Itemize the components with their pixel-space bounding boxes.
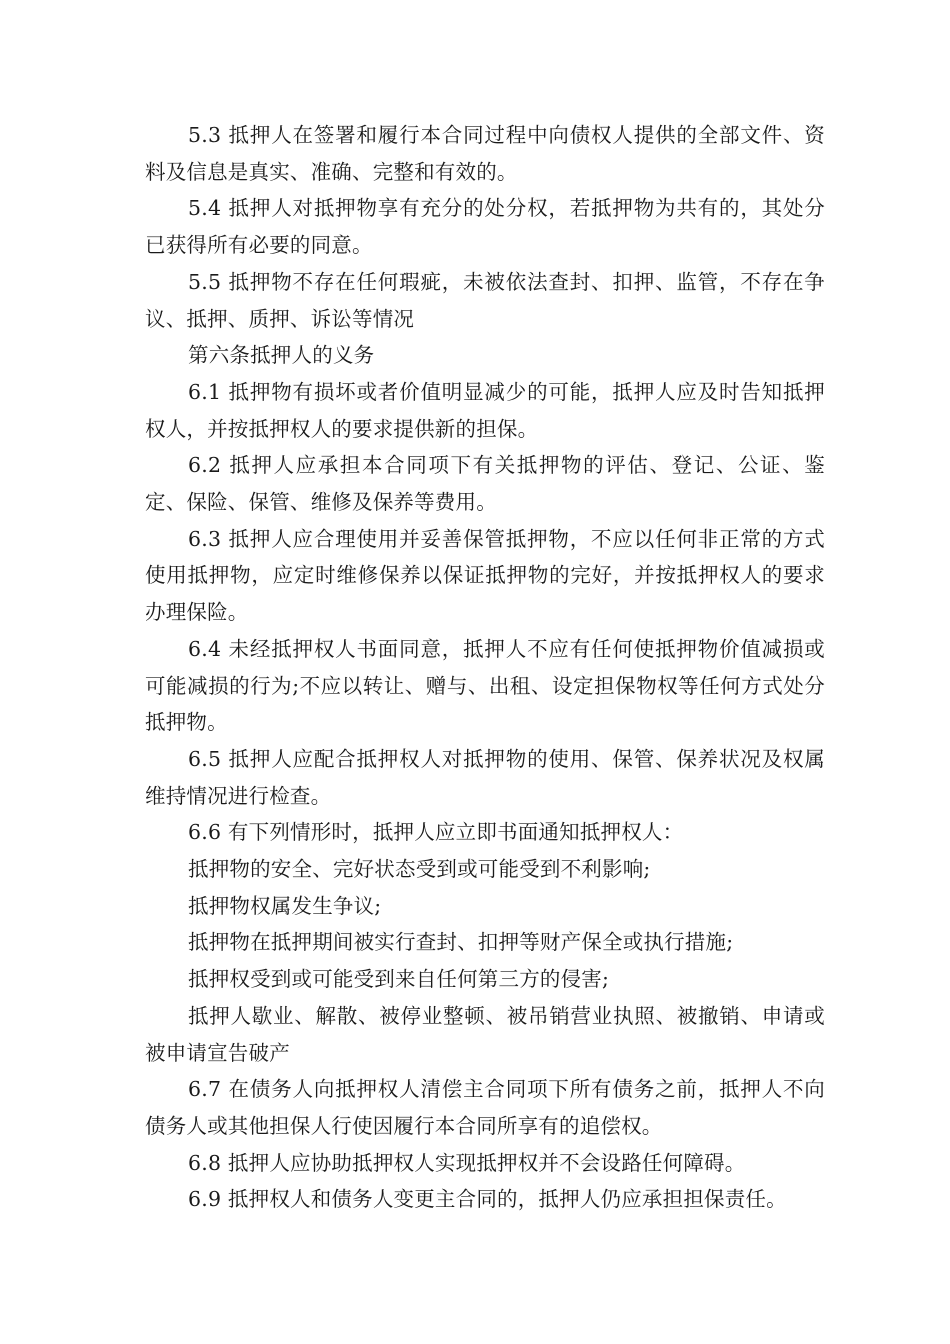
- clause-5-4: 5.4 抵押人对抵押物享有充分的处分权，若抵押物为共有的，其处分已获得所有必要的同意。: [145, 196, 825, 258]
- clause-6-2: 6.2 抵押人应承担本合同项下有关抵押物的评估、登记、公证、鉴定、保险、保管、维修及保养等费用。: [145, 453, 825, 515]
- clause-6-1: 6.1 抵押物有损坏或者价值明显减少的可能，抵押人应及时告知抵押权人，并按抵押权人的要求提供新的担保。: [145, 379, 825, 441]
- article-6-heading: 第六条抵押人的义务: [188, 343, 375, 368]
- clause-6-3: 6.3 抵押人应合理使用并妥善保管抵押物，不应以任何非正常的方式使用抵押物，应定时维修保养以保证抵押物的完好，并按抵押权人的要求办理保险。: [145, 526, 825, 625]
- clause-6-8: 6.8 抵押人应协助抵押权人实现抵押权并不会设路任何障碍。: [188, 1150, 746, 1175]
- clause-6-4: 6.4 未经抵押权人书面同意，抵押人不应有任何使抵押物价值减损或可能减损的行为;不应以转让、赠与、出租、设定担保物权等任何方式处分抵押物。: [145, 636, 825, 735]
- clause-6-6-item-5: 抵押人歇业、解散、被停业整顿、被吊销营业执照、被撤销、申请或被申请宣告破产: [145, 1003, 825, 1065]
- clause-6-9: 6.9 抵押权人和债务人变更主合同的，抵押人仍应承担担保责任。: [188, 1187, 787, 1212]
- clause-5-5: 5.5 抵押物不存在任何瑕疵，未被依法查封、扣押、监管，不存在争议、抵押、质押、诉讼等情况: [145, 269, 825, 331]
- clause-6-5: 6.5 抵押人应配合抵押权人对抵押物的使用、保管、保养状况及权属维持情况进行检查。: [145, 746, 825, 808]
- clause-6-6-item-2: 抵押物权属发生争议;: [188, 893, 382, 918]
- clause-6-6-item-1: 抵押物的安全、完好状态受到或可能受到不利影响;: [188, 857, 651, 882]
- clause-6-6-item-4: 抵押权受到或可能受到来自任何第三方的侵害;: [188, 967, 610, 992]
- clause-6-7: 6.7 在债务人向抵押权人清偿主合同项下所有债务之前，抵押人不向债务人或其他担保人行使因履行本合同所享有的追偿权。: [145, 1077, 825, 1138]
- clause-5-3: 5.3 抵押人在签署和履行本合同过程中向债权人提供的全部文件、资料及信息是真实、准确、完整和有效的。: [145, 123, 825, 184]
- clause-6-6-item-3: 抵押物在抵押期间被实行查封、扣押等财产保全或执行措施;: [188, 930, 734, 955]
- document-body: [145, 117, 825, 1218]
- clause-6-6: 6.6 有下列情形时，抵押人应立即书面通知抵押权人：: [188, 820, 684, 845]
